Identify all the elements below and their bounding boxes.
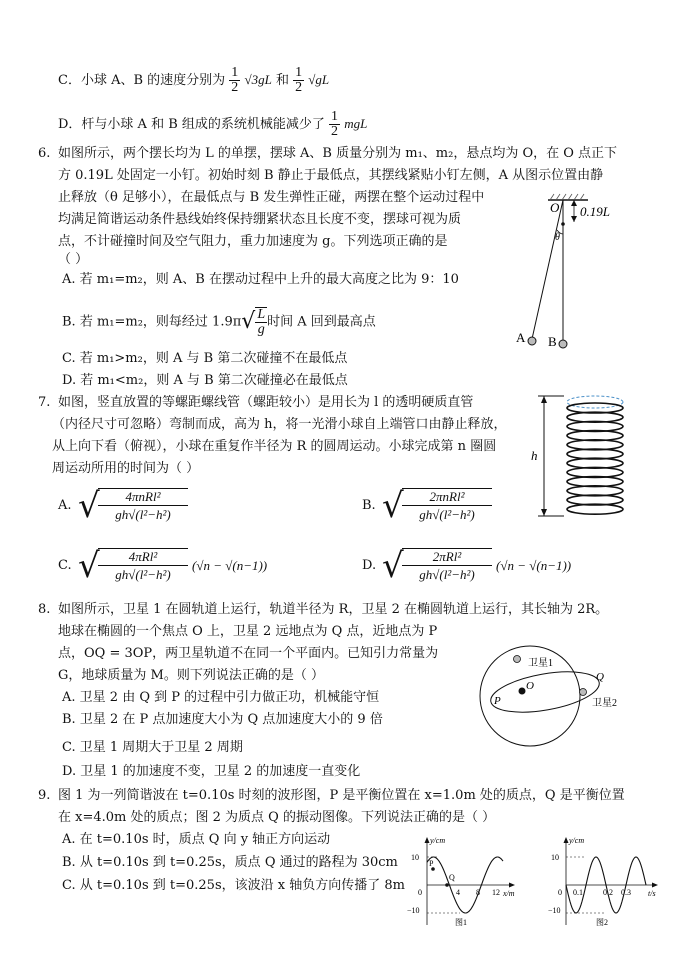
q9-fig2-xtick: 0.1 — [573, 888, 583, 897]
q6-number: 6. — [38, 146, 51, 161]
q6-stem-line-1: 如图所示，两个摆长均为 L 的单摆，摆球 A、B 质量分别为 m₁、m₂，悬点均为 O，在 O 点正下 — [58, 146, 618, 161]
q7-option-d-numerator: 2πRl² — [402, 548, 492, 566]
q9-fig2-xtick: 0.2 — [603, 888, 613, 897]
q9-option-b: B. 从 t=0.10s 到 t=0.25s，质点 Q 通过的路程为 30cm — [62, 855, 398, 870]
q6-stem-line-4: 均满足简谐运动条件悬线始终保持绷紧状态且长度不变，摆球可视为质 — [58, 212, 462, 227]
q7-coils — [567, 403, 623, 514]
q5-option-d-expr: mgL — [344, 116, 368, 131]
q6-option-b: B. 若 m₁=m₂，则每经过 1.9π√ $\frac{L}{g}$ 时间 A 回到最高点 — [62, 307, 376, 337]
q9-fig2-xtick: 0.3 — [621, 888, 631, 897]
q8-label-Q: Q — [596, 671, 604, 683]
q9-fig2-xlabel: t/s — [648, 889, 656, 898]
q6-answer-bracket: （ ） — [58, 252, 89, 267]
q9-fig1-ytick-zero: 0 — [418, 888, 422, 897]
q8-label-sat1: 卫星1 — [528, 658, 553, 669]
q9-fig2-x-ticks — [573, 888, 631, 897]
q9-fig1-xtick: 8 — [476, 888, 480, 897]
q9-fig1-label-Q: Q — [449, 873, 455, 882]
q7-label-h: h — [531, 448, 538, 463]
q9-fig2-ylabel: y/cm — [569, 836, 585, 845]
q7-top-circle — [567, 396, 623, 408]
q7-number: 7. — [38, 395, 51, 410]
q9-fig2-caption: 图2 — [596, 918, 608, 927]
q8-stem-line-3: 点，OQ = 3OP，两卫星轨道不在同一个平面内。已知引力常量为 — [58, 646, 439, 661]
q9-fig2-ytick-neg: −10 — [548, 906, 561, 915]
q5-option-c-fraction-1: $\frac{1}{2}$ — [231, 65, 239, 95]
q9-number: 9. — [38, 788, 51, 803]
q5-option-c-fraction-2: $\frac{1}{2}$ — [295, 65, 303, 95]
q8-stem-line-1: 如图所示，卫星 1 在圆轨道上运行，轨道半径为 R，卫星 2 在椭圆轨道上运行，其长轴为 2R。 — [58, 602, 609, 617]
q5-option-c-expr-2: √gL — [308, 72, 330, 87]
q6-string-A — [532, 200, 563, 339]
q7-option-c-numerator: 4πRl² — [98, 548, 188, 566]
q6-option-d: D. 若 m₁<m₂，则 A 与 B 第二次碰撞必在最低点 — [62, 373, 348, 388]
q6-option-b-pre: B. 若 m₁=m₂，则每经过 1.9π — [62, 314, 242, 330]
q9-figure-1 — [405, 835, 525, 930]
q9-fig1-ytick-neg: −10 — [407, 906, 420, 915]
q7-option-b-denominator: gh√(l²−h²) — [419, 507, 475, 522]
q8-option-b: B. 卫星 2 在 P 点加速度大小为 Q 点加速度大小的 9 倍 — [62, 712, 383, 727]
q6-label-B: B — [548, 334, 557, 349]
q9-fig1-xtick: 12 — [492, 888, 500, 897]
q9-fig1-caption: 图1 — [455, 918, 467, 927]
q9-fig1-ylabel: y/cm — [430, 836, 446, 845]
q9-fig2-ytick-pos: 10 — [551, 853, 559, 862]
q9-fig2-ytick-zero: 0 — [558, 888, 562, 897]
q9-stem-line-2: 在 x=4.0m 处的质点；图 2 为质点 Q 的振动图像。下列说法正确的是（ ） — [58, 810, 496, 825]
q7-option-a-numerator: 4πnRl² — [98, 488, 188, 506]
q8-label-sat2: 卫星2 — [592, 698, 617, 709]
q5-option-c-text: C．小球 A、B 的速度分别为 — [58, 73, 226, 88]
q9-option-c: C. 从 t=0.10s 到 t=0.25s，该波沿 x 轴负方向传播了 8m — [62, 878, 405, 893]
q5-option-d — [58, 110, 367, 139]
q8-stem-line-2: 地球在椭圆的一个焦点 O 上，卫星 2 远地点为 Q 点，近地点为 P — [58, 624, 438, 639]
q8-label-O: O — [526, 680, 534, 692]
q6-option-a: A. 若 m₁=m₂，则 A、B 在摆动过程中上升的最大高度之比为 9：10 — [62, 272, 459, 287]
q5-option-c-and: 和 — [275, 73, 289, 88]
q8-label-P: P — [494, 695, 501, 707]
q8-stem-line-4: G，地球质量为 M。则下列说法正确的是（ ） — [58, 668, 324, 683]
q8-option-a: A. 卫星 2 由 Q 到 P 的过程中引力做正功，机械能守恒 — [62, 690, 380, 705]
q9-figure-2 — [548, 835, 668, 930]
q9-stem-line-1: 图 1 为一列简谐波在 t=0.10s 时刻的波形图，P 是平衡位置在 x=1.0m 处的质点，Q 是平衡位置 — [58, 788, 625, 803]
q8-satellite-2 — [580, 689, 587, 696]
q6-option-c: C. 若 m₁>m₂，则 A 与 B 第二次碰撞不在最低点 — [62, 351, 348, 366]
q5-option-d-fraction: $\frac{1}{2}$ — [331, 109, 339, 139]
q7-option-b-numerator: 2πnRl² — [402, 488, 492, 506]
q6-option-b-fraction: $\frac{L}{g}$ — [257, 307, 266, 337]
q7-stem-line-3: 从上向下看（俯视），小球在重复作半径为 R 的圆周运动。小球完成第 n 圈圆 — [52, 439, 497, 454]
q9-fig1-xtick: 4 — [456, 888, 460, 897]
q6-pendulum-figure — [510, 194, 640, 354]
q5-option-d-text: D．杆与小球 A 和 B 组成的系统机械能减少了 — [58, 117, 325, 132]
q7-option-a-denominator: gh√(l²−h²) — [115, 507, 171, 522]
q8-option-c: C. 卫星 1 周期大于卫星 2 周期 — [62, 740, 243, 755]
q8-option-d: D. 卫星 1 的加速度不变，卫星 2 的加速度一直变化 — [62, 764, 361, 779]
q6-stem-line-3: 止释放（θ 足够小），在最低点与 B 发生弹性正碰，两摆在整个运动过程中 — [58, 190, 485, 205]
q9-fig1-point-Q — [445, 883, 449, 887]
q6-ball-A — [528, 337, 536, 345]
q6-stem-line-5: 点，不计碰撞时间及空气阻力，重力加速度为 g。下列选项正确的是 — [58, 234, 448, 249]
q6-label-O: O — [550, 200, 560, 215]
q9-option-a: A. 在 t=0.10s 时，质点 Q 向 y 轴正方向运动 — [62, 832, 331, 847]
q7-option-d-denominator: gh√(l²−h²) — [419, 567, 475, 582]
q7-helix-figure — [528, 390, 638, 520]
q6-nail — [561, 222, 565, 226]
q7-stem-line-1: 如图，竖直放置的等螺距螺线管（螺距较小）是用长为 l 的透明硬质直管 — [58, 395, 474, 410]
q5-option-c-expr-1: √3gL — [244, 72, 272, 87]
q6-label-A: A — [516, 330, 526, 345]
q7-option-d-tail: (√n − √(n−1)) — [496, 558, 572, 573]
q8-orbit-figure — [470, 644, 640, 754]
q6-stem-line-2: 方 0.19L 处固定一小钉。初始时刻 B 静止于最低点，其摆线紧贴小钉左侧，A 从图示位置由静 — [58, 168, 604, 183]
q6-option-b-post: 时间 A 回到最高点 — [267, 314, 376, 330]
q6-label-theta: θ — [555, 232, 560, 243]
q7-option-c-tail: (√n − √(n−1)) — [192, 558, 268, 573]
q7-stem-line-2: （内径尺寸可忽略）弯制而成，高为 h，将一光滑小球自上端管口由静止释放， — [52, 417, 507, 432]
q8-number: 8. — [38, 602, 51, 617]
q6-ball-B — [559, 340, 567, 348]
q9-fig1-label-P: P — [429, 859, 434, 868]
q9-fig1-xlabel: x/m — [503, 889, 515, 898]
q6-label-distance: 0.19L — [580, 204, 610, 219]
q8-satellite-1 — [514, 656, 521, 663]
q7-stem-line-4: 周运动所用的时间为（ ） — [52, 461, 200, 476]
q9-fig1-ytick-pos: 10 — [411, 853, 419, 862]
q7-option-c-denominator: gh√(l²−h²) — [115, 567, 171, 582]
q8-earth — [519, 688, 526, 695]
q5-option-c — [58, 66, 329, 95]
